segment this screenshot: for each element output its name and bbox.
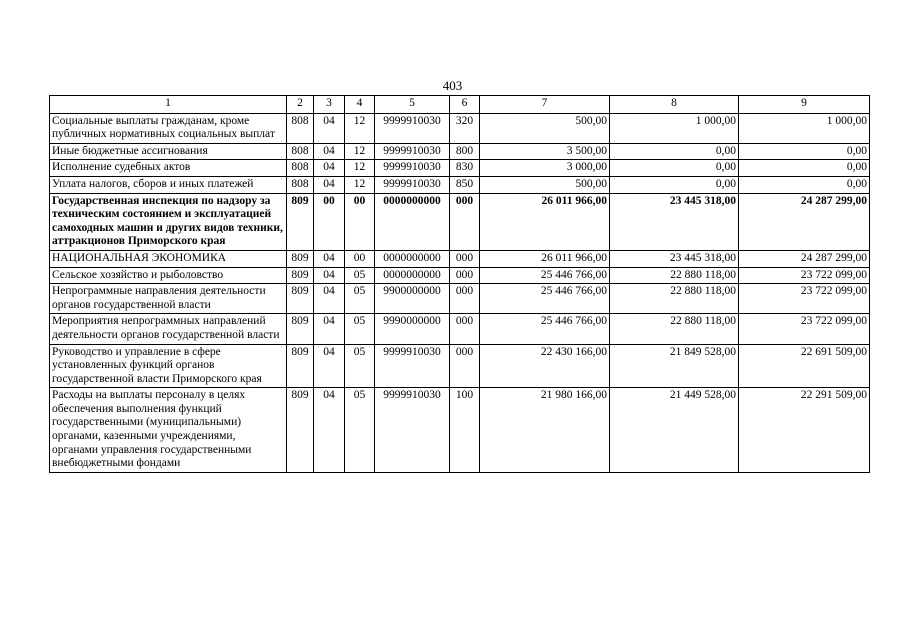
section-code-cell: 04 [314, 113, 345, 143]
section-code-cell: 04 [314, 176, 345, 193]
section-code-cell: 00 [314, 193, 345, 250]
section-code-cell: 04 [314, 250, 345, 267]
subsection-code-cell: 12 [345, 176, 375, 193]
ministry-code-cell: 809 [287, 344, 314, 388]
target-article-cell: 9900000000 [375, 284, 450, 314]
amount-col8-cell: 22 880 118,00 [610, 284, 739, 314]
amount-col8-cell: 0,00 [610, 143, 739, 160]
amount-col9-cell: 23 722 099,00 [739, 284, 870, 314]
ministry-code-cell: 809 [287, 314, 314, 344]
row-name-cell: Иные бюджетные ассигнования [50, 143, 287, 160]
budget-table [49, 95, 870, 473]
ministry-code-cell: 809 [287, 193, 314, 250]
subsection-code-cell: 05 [345, 388, 375, 473]
subsection-code-cell: 05 [345, 344, 375, 388]
amount-col7-cell: 22 430 166,00 [480, 344, 610, 388]
ministry-code-cell: 808 [287, 176, 314, 193]
target-article-cell: 9999910030 [375, 160, 450, 177]
ministry-code-cell: 808 [287, 160, 314, 177]
target-article-cell: 0000000000 [375, 193, 450, 250]
ministry-code-cell: 809 [287, 388, 314, 473]
amount-col7-cell: 21 980 166,00 [480, 388, 610, 473]
ministry-code-cell: 809 [287, 284, 314, 314]
table-row [50, 193, 870, 250]
row-name-cell: НАЦИОНАЛЬНАЯ ЭКОНОМИКА [50, 250, 287, 267]
subsection-code-cell: 12 [345, 143, 375, 160]
subsection-code-cell: 12 [345, 160, 375, 177]
subsection-code-cell: 05 [345, 284, 375, 314]
row-name-cell: Мероприятия непрограммных направлений деятельности органов государственной власти [50, 314, 287, 344]
header-row [50, 96, 870, 114]
amount-col9-cell: 23 722 099,00 [739, 314, 870, 344]
amount-col9-cell: 22 291 509,00 [739, 388, 870, 473]
amount-col8-cell: 1 000,00 [610, 113, 739, 143]
column-header: 9 [739, 96, 870, 114]
column-header: 8 [610, 96, 739, 114]
amount-col9-cell: 24 287 299,00 [739, 250, 870, 267]
table-row [50, 388, 870, 473]
amount-col9-cell: 22 691 509,00 [739, 344, 870, 388]
amount-col7-cell: 26 011 966,00 [480, 250, 610, 267]
amount-col7-cell: 25 446 766,00 [480, 314, 610, 344]
expense-type-cell: 000 [450, 250, 480, 267]
ministry-code-cell: 809 [287, 267, 314, 284]
column-header: 1 [50, 96, 287, 114]
table-row [50, 314, 870, 344]
subsection-code-cell: 12 [345, 113, 375, 143]
expense-type-cell: 800 [450, 143, 480, 160]
table-row [50, 267, 870, 284]
target-article-cell: 9999910030 [375, 176, 450, 193]
row-name-cell: Социальные выплаты гражданам, кроме публичных нормативных социальных выплат [50, 113, 287, 143]
amount-col9-cell: 0,00 [739, 143, 870, 160]
section-code-cell: 04 [314, 344, 345, 388]
target-article-cell: 9999910030 [375, 143, 450, 160]
amount-col8-cell: 21 849 528,00 [610, 344, 739, 388]
amount-col9-cell: 24 287 299,00 [739, 193, 870, 250]
expense-type-cell: 000 [450, 344, 480, 388]
amount-col8-cell: 22 880 118,00 [610, 267, 739, 284]
amount-col8-cell: 23 445 318,00 [610, 193, 739, 250]
row-name-cell: Исполнение судебных актов [50, 160, 287, 177]
amount-col7-cell: 500,00 [480, 176, 610, 193]
row-name-cell: Расходы на выплаты персоналу в целях обеспечения выполнения функций государственными (муниципальными) органами, казенными учреждениями, органами управления государственными внебюджетными фондами [50, 388, 287, 473]
section-code-cell: 04 [314, 388, 345, 473]
amount-col7-cell: 3 500,00 [480, 143, 610, 160]
amount-col9-cell: 0,00 [739, 176, 870, 193]
section-code-cell: 04 [314, 284, 345, 314]
column-header: 5 [375, 96, 450, 114]
amount-col7-cell: 25 446 766,00 [480, 267, 610, 284]
page-number: 403 [442, 78, 463, 93]
column-header: 6 [450, 96, 480, 114]
section-code-cell: 04 [314, 267, 345, 284]
amount-col7-cell: 3 000,00 [480, 160, 610, 177]
table-row [50, 250, 870, 267]
row-name-cell: Уплата налогов, сборов и иных платежей [50, 176, 287, 193]
expense-type-cell: 320 [450, 113, 480, 143]
target-article-cell: 9999910030 [375, 113, 450, 143]
section-code-cell: 04 [314, 143, 345, 160]
expense-type-cell: 000 [450, 284, 480, 314]
expense-type-cell: 850 [450, 176, 480, 193]
table-row [50, 344, 870, 388]
subsection-code-cell: 00 [345, 250, 375, 267]
table-body [50, 113, 870, 472]
table-row [50, 176, 870, 193]
amount-col7-cell: 26 011 966,00 [480, 193, 610, 250]
amount-col7-cell: 500,00 [480, 113, 610, 143]
amount-col8-cell: 22 880 118,00 [610, 314, 739, 344]
row-name-cell: Государственная инспекция по надзору за техническим состоянием и эксплуатацией самоходных машин и других видов техники, аттракционов Приморского края [50, 193, 287, 250]
subsection-code-cell: 00 [345, 193, 375, 250]
table-row [50, 160, 870, 177]
amount-col8-cell: 23 445 318,00 [610, 250, 739, 267]
column-header: 2 [287, 96, 314, 114]
ministry-code-cell: 809 [287, 250, 314, 267]
target-article-cell: 9990000000 [375, 314, 450, 344]
row-name-cell: Руководство и управление в сфере установленных функций органов государственной власти Приморского края [50, 344, 287, 388]
section-code-cell: 04 [314, 314, 345, 344]
expense-type-cell: 100 [450, 388, 480, 473]
section-code-cell: 04 [314, 160, 345, 177]
target-article-cell: 9999910030 [375, 344, 450, 388]
subsection-code-cell: 05 [345, 267, 375, 284]
amount-col9-cell: 23 722 099,00 [739, 267, 870, 284]
target-article-cell: 0000000000 [375, 267, 450, 284]
amount-col8-cell: 21 449 528,00 [610, 388, 739, 473]
expense-type-cell: 000 [450, 267, 480, 284]
amount-col9-cell: 1 000,00 [739, 113, 870, 143]
expense-type-cell: 830 [450, 160, 480, 177]
target-article-cell: 9999910030 [375, 388, 450, 473]
ministry-code-cell: 808 [287, 113, 314, 143]
subsection-code-cell: 05 [345, 314, 375, 344]
table-row [50, 143, 870, 160]
table-row [50, 284, 870, 314]
expense-type-cell: 000 [450, 314, 480, 344]
amount-col9-cell: 0,00 [739, 160, 870, 177]
amount-col8-cell: 0,00 [610, 160, 739, 177]
target-article-cell: 0000000000 [375, 250, 450, 267]
amount-col8-cell: 0,00 [610, 176, 739, 193]
table-row [50, 113, 870, 143]
expense-type-cell: 000 [450, 193, 480, 250]
ministry-code-cell: 808 [287, 143, 314, 160]
column-header: 7 [480, 96, 610, 114]
column-header: 3 [314, 96, 345, 114]
row-name-cell: Сельское хозяйство и рыболовство [50, 267, 287, 284]
amount-col7-cell: 25 446 766,00 [480, 284, 610, 314]
column-header: 4 [345, 96, 375, 114]
row-name-cell: Непрограммные направления деятельности органов государственной власти [50, 284, 287, 314]
